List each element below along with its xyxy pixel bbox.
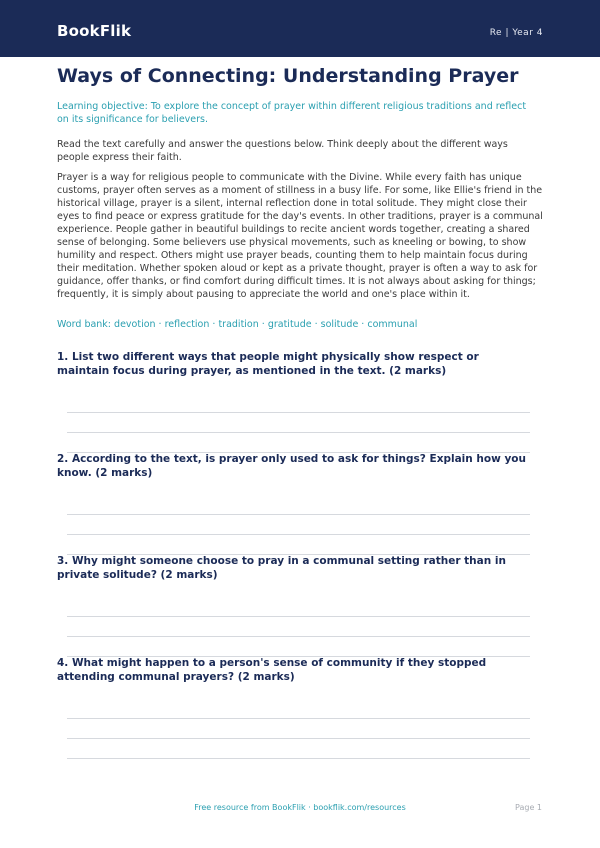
answer-line[interactable]: [67, 758, 530, 759]
question-1: 1. List two different ways that people might physically show respect or maintain focus during prayer, as mentioned in the text. (2 marks): [57, 351, 479, 377]
brand-logo: BookFlik: [57, 22, 132, 40]
page-number: Page 1: [515, 803, 542, 812]
answer-line[interactable]: [67, 636, 530, 637]
answer-line[interactable]: [67, 738, 530, 739]
answer-line[interactable]: [67, 514, 530, 515]
question-3: 3. Why might someone choose to pray in a communal setting rather than in private solitude? (2 marks): [57, 555, 506, 581]
footer-resource-link[interactable]: Free resource from BookFlik · bookflik.com/resources: [194, 803, 406, 812]
header-bar: [0, 0, 600, 57]
page-title: Ways of Connecting: Understanding Prayer: [57, 65, 519, 87]
answer-line[interactable]: [67, 718, 530, 719]
answer-line[interactable]: [67, 616, 530, 617]
reading-passage: Prayer is a way for religious people to communicate with the Divine. While every faith has unique customs, prayer often serves as a moment of stillness in a busy life. For some, like Ellie's friend in the historical village, prayer is a silent, internal reflection done in total solitude. They might close their eyes to find peace or express gratitude for the day's events. In other traditions, prayer is a communal experience. People gather in beautiful buildings to recite ancient words together, creating a shared sense of belonging. Some believers use physical movements, such as kneeling or bowing, to show humility and respect. Others might use prayer beads, counting them to help maintain focus during their meditation. Whether spoken aloud or kept as a private thought, prayer is often a way to ask for guidance, offer thanks, or find comfort during difficult times. It is not always about asking for things; frequently, it is simply about pausing to appreciate the world and one's place within it.: [57, 172, 543, 300]
answer-line[interactable]: [67, 412, 530, 413]
word-bank: Word bank: devotion · reflection · tradition · gratitude · solitude · communal: [57, 319, 418, 330]
learning-objective: Learning objective: To explore the concept of prayer within different religious traditions and reflect on its significance for believers.: [57, 101, 527, 125]
question-4: 4. What might happen to a person's sense of community if they stopped attending communal prayers? (2 marks): [57, 657, 487, 683]
answer-line[interactable]: [67, 432, 530, 433]
instructions: Read the text carefully and answer the questions below. Think deeply about the different ways people express their faith.: [57, 139, 508, 163]
question-2: 2. According to the text, is prayer only used to ask for things? Explain how you know. (2 marks): [57, 453, 526, 479]
subject-year-label: Re | Year 4: [489, 28, 543, 38]
answer-line[interactable]: [67, 534, 530, 535]
